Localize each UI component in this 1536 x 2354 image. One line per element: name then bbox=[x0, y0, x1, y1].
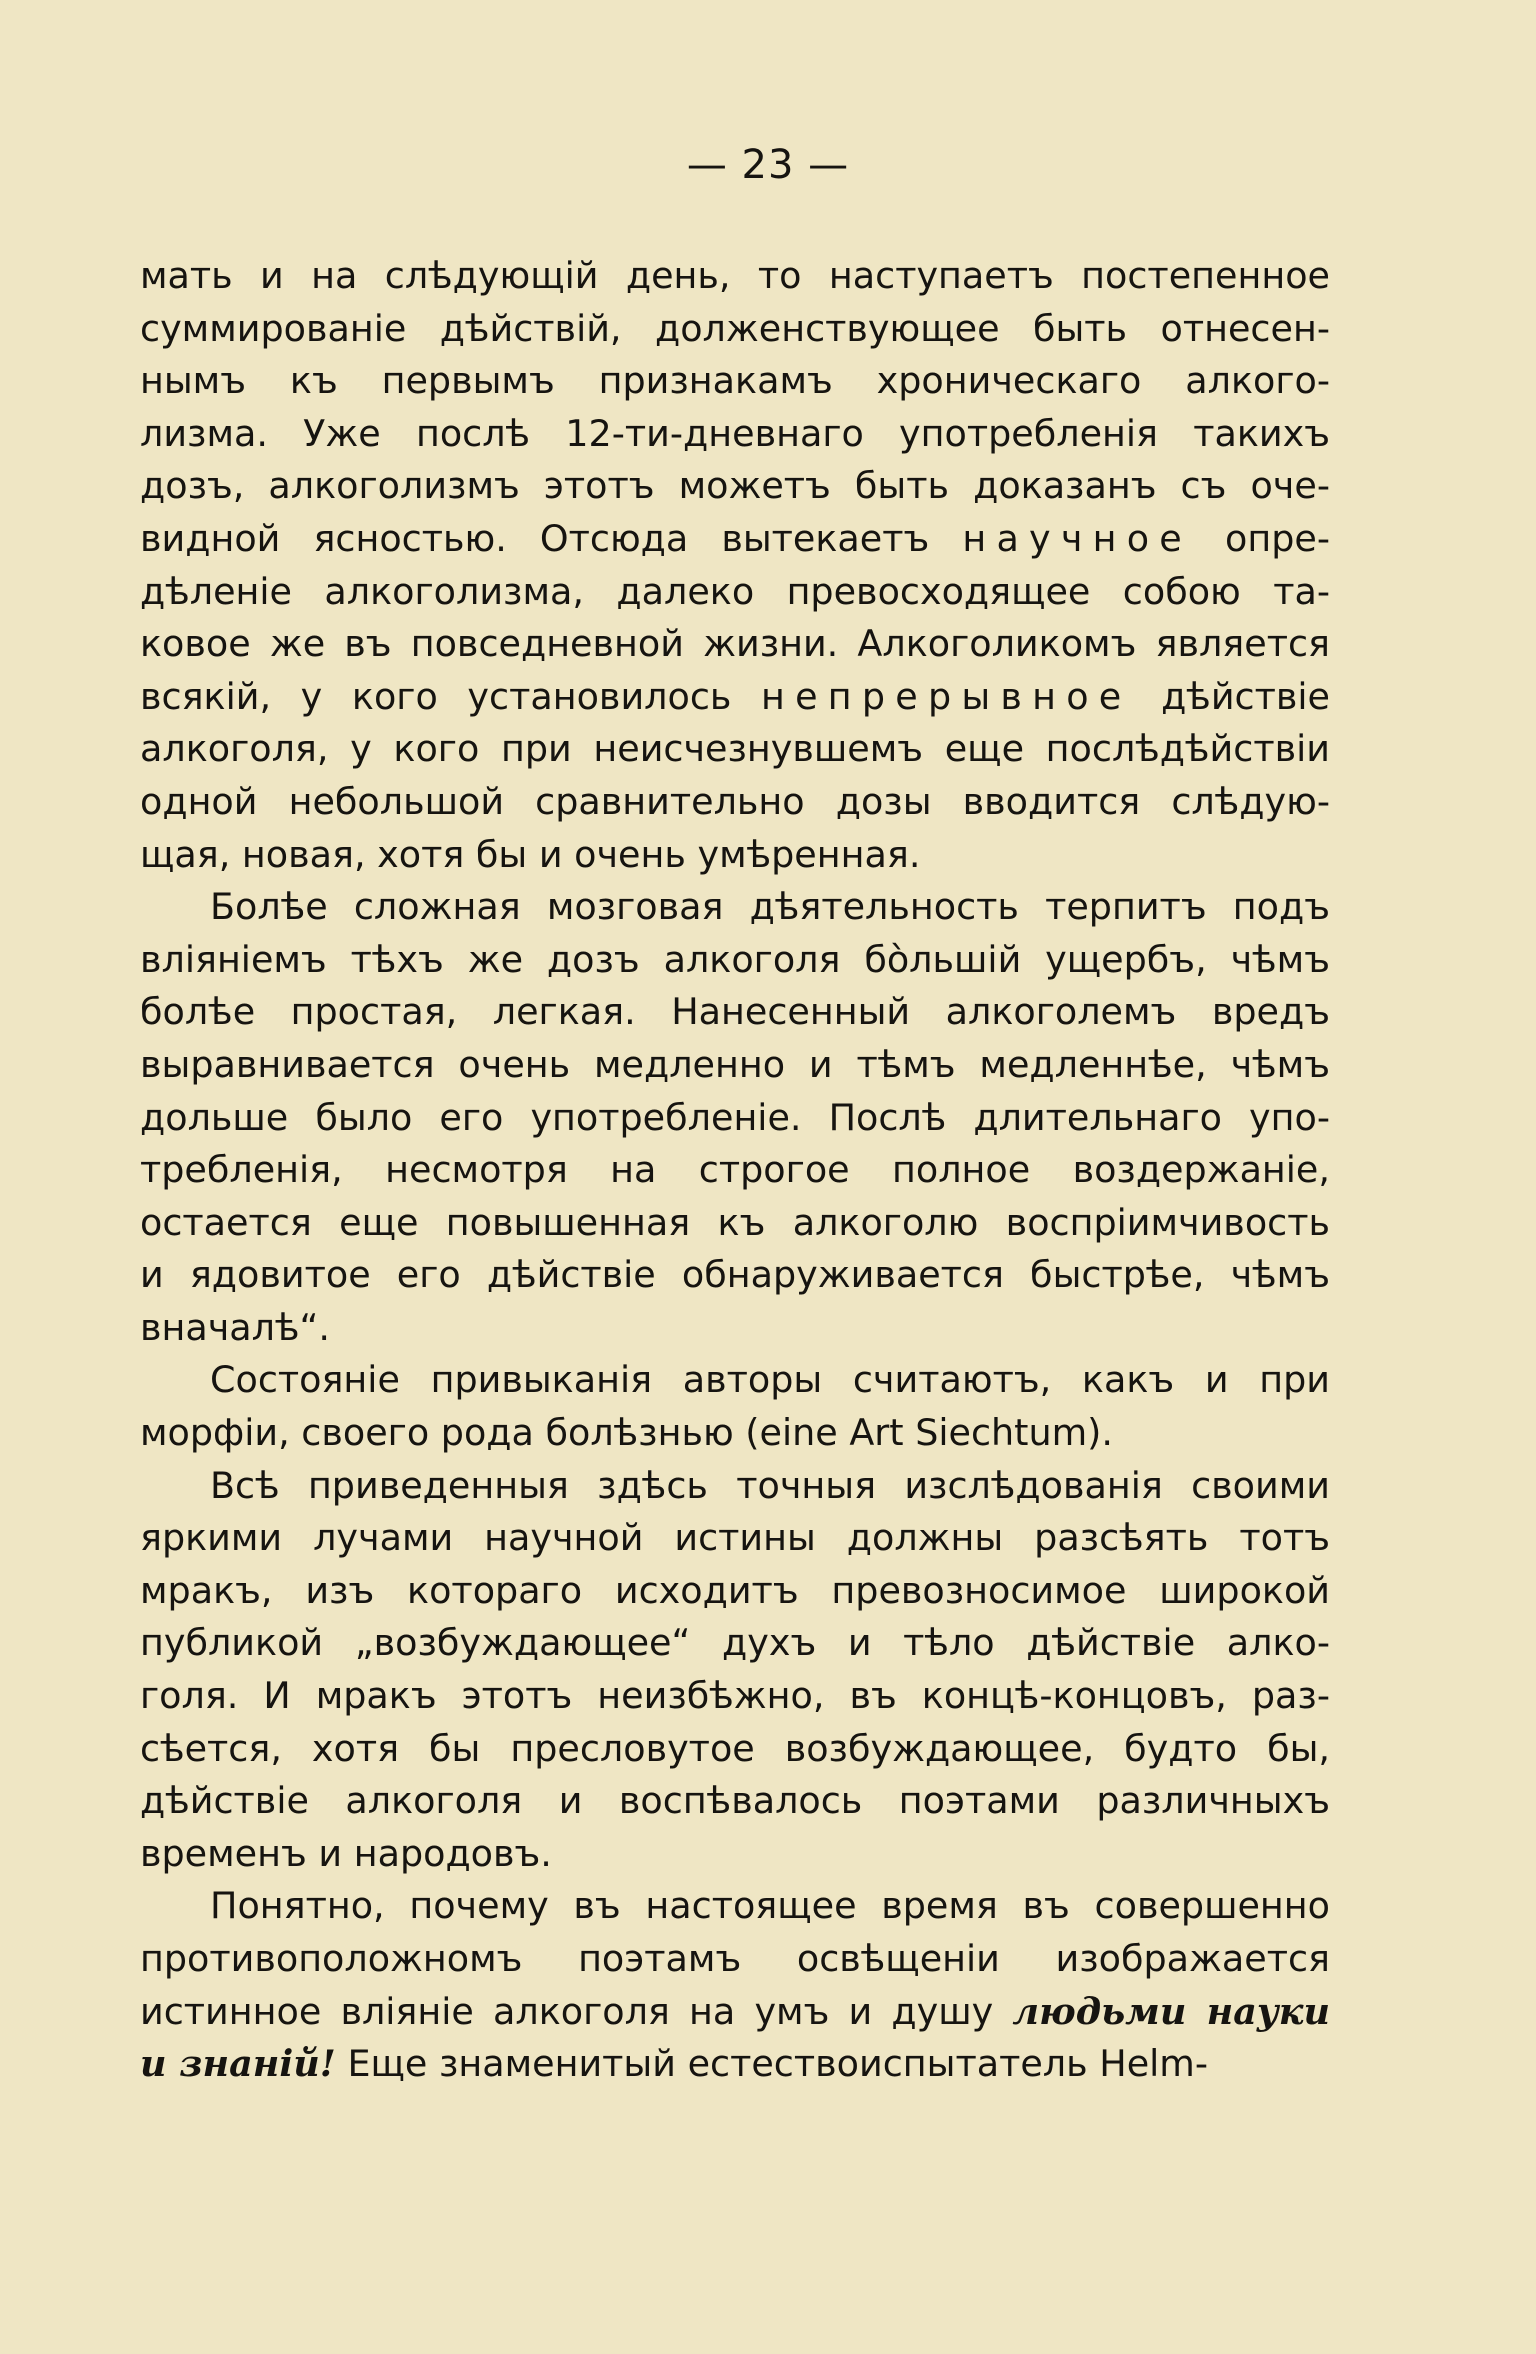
text-line: дозъ, алкоголизмъ этотъ можетъ быть доказанъ съ оче- bbox=[140, 464, 1330, 508]
paragraph bbox=[140, 1460, 1330, 1881]
text-line: и знаній! Еще знаменитый естествоиспытатель Helm- bbox=[140, 2042, 1209, 2086]
text-line: лизма. Уже послѣ 12-ти-дневнаго употребленія такихъ bbox=[140, 411, 1330, 455]
paragraph bbox=[140, 250, 1330, 881]
text-line: алкоголя, у кого при неисчезнувшемъ еще послѣдѣйствіи bbox=[140, 727, 1330, 771]
text-line: Болѣе сложная мозговая дѣятельность терпитъ подъ bbox=[210, 885, 1330, 929]
emphasis: научное bbox=[962, 516, 1192, 560]
text-line: вначалѣ“. bbox=[140, 1305, 331, 1349]
paragraph bbox=[140, 1880, 1330, 2090]
text-line: публикой „возбуждающее“ духъ и тѣло дѣйствіе алко- bbox=[140, 1621, 1330, 1665]
text-line: временъ и народовъ. bbox=[140, 1831, 552, 1875]
text-line: мракъ, изъ котораго исходитъ превозносимое широкой bbox=[140, 1568, 1330, 1612]
text-line: противоположномъ поэтамъ освѣщеніи изображается bbox=[140, 1937, 1330, 1980]
text-line: остается еще повышенная къ алкоголю воспріимчивость bbox=[140, 1200, 1330, 1244]
text-line: вліяніемъ тѣхъ же дозъ алкоголя бо̀льшій ущербъ, чѣмъ bbox=[140, 937, 1330, 981]
text-line: одной небольшой сравнительно дозы вводится слѣдую- bbox=[140, 779, 1330, 823]
text-line: яркими лучами научной истины должны разсѣять тотъ bbox=[140, 1516, 1330, 1560]
text-line: выравнивается очень медленно и тѣмъ медленнѣе, чѣмъ bbox=[140, 1042, 1330, 1086]
text-line: видной ясностью. Отсюда вытекаетъ научное опре- bbox=[140, 516, 1330, 560]
text-line: мать и на слѣдующій день, то наступаетъ постепенное bbox=[140, 254, 1330, 297]
text-line: Понятно, почему въ настоящее время въ совершенно bbox=[210, 1884, 1330, 1928]
paragraph bbox=[140, 1354, 1330, 1459]
text-line: истинное вліяніе алкоголя на умъ и душу людьми науки bbox=[140, 1989, 1330, 2033]
text-line: Состояніе привыканія авторы считаютъ, какъ и при bbox=[210, 1358, 1330, 1402]
text-line: голя. И мракъ этотъ неизбѣжно, въ концѣ-концовъ, раз- bbox=[140, 1674, 1330, 1718]
text-line: щая, новая, хотя бы и очень умѣренная. bbox=[140, 832, 921, 876]
text-line: суммированіе дѣйствій, долженствующее быть отнесен- bbox=[140, 306, 1330, 350]
text-line: дѣйствіе алкоголя и воспѣвалось поэтами различныхъ bbox=[140, 1779, 1330, 1823]
text-line: и ядовитое его дѣйствіе обнаруживается быстрѣе, чѣмъ bbox=[140, 1253, 1330, 1297]
text-line: всякій, у кого установилось непрерывное дѣйствіе bbox=[140, 674, 1330, 718]
text-line: дѣленіе алкоголизма, далеко превосходящее собою та- bbox=[140, 569, 1330, 613]
text-line: Всѣ приведенныя здѣсь точныя изслѣдованія своими bbox=[210, 1463, 1330, 1507]
text-line: требленія, несмотря на строгое полное воздержаніе, bbox=[140, 1148, 1330, 1192]
text-line: сѣется, хотя бы пресловутое возбуждающее, будто бы, bbox=[140, 1726, 1330, 1770]
text-line: дольше было его употребленіе. Послѣ длительнаго упо- bbox=[140, 1095, 1330, 1139]
text-line: нымъ къ первымъ признакамъ хроническаго алкого- bbox=[140, 359, 1330, 403]
emphasis: людьми науки bbox=[1012, 1989, 1330, 2033]
text-line: морфіи, своего рода болѣзнью (eine Art Siechtum). bbox=[140, 1411, 1114, 1455]
text-line: ковое же въ повседневной жизни. Алкоголикомъ является bbox=[140, 622, 1330, 666]
page-number: — 23 — bbox=[686, 142, 850, 188]
text-line: болѣе простая, легкая. Нанесенный алкоголемъ вредъ bbox=[140, 990, 1330, 1034]
emphasis: непрерывное bbox=[761, 674, 1132, 718]
body-text bbox=[140, 250, 1330, 2091]
paragraph bbox=[140, 881, 1330, 1354]
emphasis: и знаній! bbox=[140, 2042, 336, 2086]
